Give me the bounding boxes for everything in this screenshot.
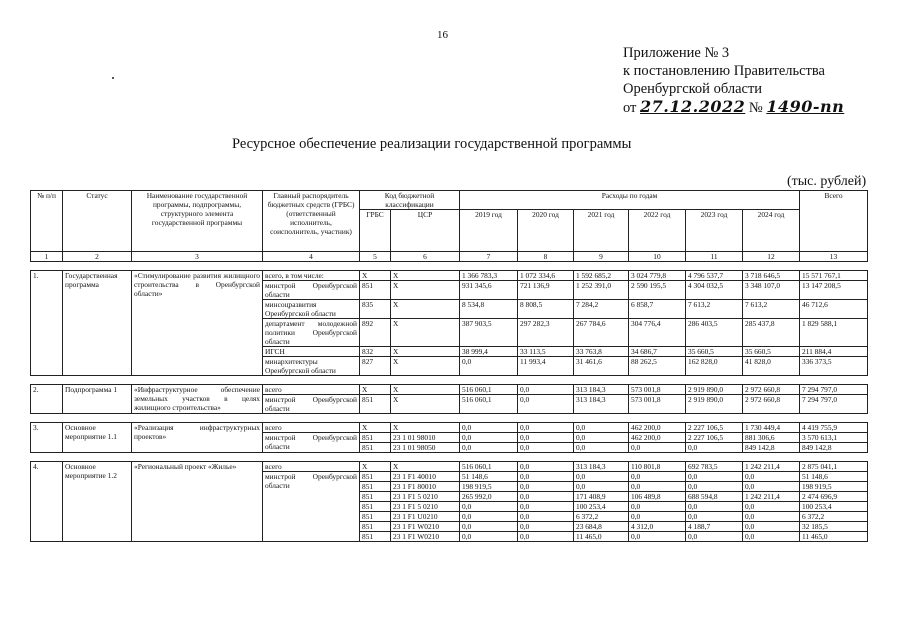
row-status: Основное мероприятие 1.2 — [63, 462, 132, 542]
row-total: 4 419 755,9 — [800, 423, 868, 433]
row-year-value: 849 142,8 — [743, 443, 800, 453]
row-total: 11 465,0 — [800, 532, 868, 542]
header-expenses: Расходы по годам — [460, 191, 800, 210]
table-row — [31, 462, 868, 472]
row-year-value: 0,0 — [518, 395, 574, 414]
row-year-value: 88 262,5 — [629, 357, 686, 376]
row-number: 1. — [31, 271, 63, 376]
section-gap — [31, 414, 868, 423]
row-total: 1 829 588,1 — [800, 319, 868, 347]
row-csr: X — [391, 347, 460, 357]
row-year-value: 0,0 — [460, 357, 518, 376]
col-number: 11 — [686, 252, 743, 262]
row-status: Основное мероприятие 1.1 — [63, 423, 132, 453]
col-number: 5 — [360, 252, 391, 262]
header-year: 2019 год — [460, 210, 518, 252]
row-grbs: 832 — [360, 347, 391, 357]
row-responsible: минсоцразвития Оренбургской области — [263, 300, 360, 319]
row-year-value: 0,0 — [518, 532, 574, 542]
row-csr: X — [391, 395, 460, 414]
row-year-value: 4 312,0 — [629, 522, 686, 532]
row-year-value: 3 348 107,0 — [743, 281, 800, 300]
row-year-value: 11 465,0 — [574, 532, 629, 542]
row-csr: X — [391, 357, 460, 376]
row-year-value: 0,0 — [574, 433, 629, 443]
header-total: Всего — [800, 191, 868, 252]
row-status: Подпрограмма 1 — [63, 385, 132, 414]
header-year: 2024 год — [743, 210, 800, 252]
row-total: 7 294 797,0 — [800, 385, 868, 395]
col-number: 12 — [743, 252, 800, 262]
row-year-value: 573 001,8 — [629, 395, 686, 414]
row-csr: 23 1 F1 80010 — [391, 482, 460, 492]
row-year-value: 1 242 211,4 — [743, 492, 800, 502]
row-name: «Региональный проект «Жилье» — [132, 462, 263, 542]
row-year-value: 51 148,6 — [460, 472, 518, 482]
section-gap — [31, 262, 868, 271]
row-total: 46 712,6 — [800, 300, 868, 319]
row-csr: X — [391, 462, 460, 472]
row-csr: 23 1 F1 W0210 — [391, 532, 460, 542]
row-number: 4. — [31, 462, 63, 542]
row-year-value: 0,0 — [574, 482, 629, 492]
row-csr: 23 1 F1 5 0210 — [391, 492, 460, 502]
row-year-value: 0,0 — [518, 433, 574, 443]
row-grbs: 827 — [360, 357, 391, 376]
table-row — [31, 423, 868, 433]
row-year-value: 7 613,2 — [686, 300, 743, 319]
row-year-value: 23 684,8 — [574, 522, 629, 532]
col-number: 4 — [263, 252, 360, 262]
row-year-value: 0,0 — [518, 522, 574, 532]
header-budget-code: Код бюджетной классификации — [360, 191, 460, 210]
row-year-value: 0,0 — [460, 502, 518, 512]
row-grbs: 851 — [360, 443, 391, 453]
row-grbs: 851 — [360, 512, 391, 522]
row-year-value: 2 972 660,8 — [743, 385, 800, 395]
row-year-value: 0,0 — [518, 385, 574, 395]
col-number: 7 — [460, 252, 518, 262]
row-year-value: 1 072 334,6 — [518, 271, 574, 281]
row-year-value: 0,0 — [460, 522, 518, 532]
row-name: «Инфраструктурное обеспечение земельных участков в целях жилищного строительства» — [132, 385, 263, 414]
row-year-value: 0,0 — [743, 482, 800, 492]
section-gap — [31, 453, 868, 462]
row-year-value: 3 024 779,8 — [629, 271, 686, 281]
row-total: 6 372,2 — [800, 512, 868, 522]
row-csr: X — [391, 300, 460, 319]
row-year-value: 0,0 — [686, 482, 743, 492]
row-year-value: 0,0 — [686, 443, 743, 453]
handwritten-date: 27.12.2022 — [640, 97, 746, 116]
table-row — [31, 385, 868, 395]
row-year-value: 0,0 — [743, 522, 800, 532]
section-gap-cell — [31, 262, 868, 271]
document-title: Ресурсное обеспечение реализации государственной программы — [232, 136, 632, 152]
table-row — [31, 271, 868, 281]
row-year-value: 313 184,3 — [574, 385, 629, 395]
row-year-value: 931 345,6 — [460, 281, 518, 300]
row-year-value: 313 184,3 — [574, 462, 629, 472]
row-total: 100 253,4 — [800, 502, 868, 512]
row-year-value: 0,0 — [629, 502, 686, 512]
row-year-value: 0,0 — [518, 462, 574, 472]
row-year-value: 2 227 106,5 — [686, 433, 743, 443]
row-year-value: 0,0 — [686, 502, 743, 512]
row-responsible: всего — [263, 423, 360, 433]
row-total: 13 147 208,5 — [800, 281, 868, 300]
row-year-value: 0,0 — [518, 482, 574, 492]
row-year-value: 0,0 — [518, 502, 574, 512]
date-prefix: от — [623, 100, 637, 116]
number-prefix: № — [748, 100, 763, 116]
header-year: 2022 год — [629, 210, 686, 252]
row-year-value: 162 828,0 — [686, 357, 743, 376]
row-year-value: 31 461,6 — [574, 357, 629, 376]
row-grbs: X — [360, 385, 391, 395]
row-responsible: минстрой Оренбургской области — [263, 472, 360, 542]
row-total: 7 294 797,0 — [800, 395, 868, 414]
row-csr: 23 1 F1 W0210 — [391, 522, 460, 532]
row-name: «Стимулирование развития жилищного строительства в Оренбургской области» — [132, 271, 263, 376]
row-year-value: 688 594,8 — [686, 492, 743, 502]
row-year-value: 6 858,7 — [629, 300, 686, 319]
row-csr: 23 1 F1 U0210 — [391, 512, 460, 522]
row-grbs: X — [360, 271, 391, 281]
row-year-value: 106 489,8 — [629, 492, 686, 502]
row-year-value: 0,0 — [574, 423, 629, 433]
row-year-value: 0,0 — [629, 532, 686, 542]
row-year-value: 573 001,8 — [629, 385, 686, 395]
row-total: 2 474 696,9 — [800, 492, 868, 502]
header-year: 2021 год — [574, 210, 629, 252]
row-year-value: 4 304 032,5 — [686, 281, 743, 300]
row-year-value: 0,0 — [629, 482, 686, 492]
row-csr: X — [391, 385, 460, 395]
row-year-value: 881 306,6 — [743, 433, 800, 443]
row-year-value: 8 808,5 — [518, 300, 574, 319]
row-csr: 23 1 01 98050 — [391, 443, 460, 453]
row-year-value: 286 403,5 — [686, 319, 743, 347]
row-year-value: 1 730 449,4 — [743, 423, 800, 433]
row-year-value: 0,0 — [518, 512, 574, 522]
row-responsible: ИГСН — [263, 347, 360, 357]
header-row-1 — [31, 191, 868, 210]
header-grbs: ГРБС — [360, 210, 391, 252]
header-num: № п/п — [31, 191, 63, 252]
row-total: 51 148,6 — [800, 472, 868, 482]
row-responsible: минстрой Оренбургской области — [263, 395, 360, 414]
row-year-value: 0,0 — [518, 423, 574, 433]
row-total: 15 571 767,1 — [800, 271, 868, 281]
col-number: 10 — [629, 252, 686, 262]
row-grbs: 851 — [360, 532, 391, 542]
row-year-value: 0,0 — [686, 532, 743, 542]
row-year-value: 0,0 — [743, 532, 800, 542]
row-year-value: 4 796 537,7 — [686, 271, 743, 281]
row-grbs: 851 — [360, 433, 391, 443]
header-year: 2020 год — [518, 210, 574, 252]
appendix-line2: к постановлению Правительства — [623, 63, 825, 79]
row-year-value: 516 060,1 — [460, 385, 518, 395]
row-csr: X — [391, 281, 460, 300]
row-grbs: 851 — [360, 395, 391, 414]
row-responsible: департамент молодежной политики Оренбургской области — [263, 319, 360, 347]
row-year-value: 7 284,2 — [574, 300, 629, 319]
row-year-value: 462 200,0 — [629, 423, 686, 433]
page-number: 16 — [437, 29, 448, 41]
row-csr: X — [391, 319, 460, 347]
row-year-value: 35 660,5 — [743, 347, 800, 357]
row-grbs: 892 — [360, 319, 391, 347]
row-year-value: 2 590 195,5 — [629, 281, 686, 300]
appendix-line3: Оренбургской области — [623, 81, 763, 97]
header-csr: ЦСР — [391, 210, 460, 252]
col-number: 2 — [63, 252, 132, 262]
row-status: Государственная программа — [63, 271, 132, 376]
row-grbs: 851 — [360, 492, 391, 502]
row-year-value: 267 784,6 — [574, 319, 629, 347]
row-responsible: минстрой Оренбургской области — [263, 281, 360, 300]
row-grbs: 851 — [360, 522, 391, 532]
row-year-value: 1 592 685,2 — [574, 271, 629, 281]
row-grbs: 851 — [360, 502, 391, 512]
row-grbs: 835 — [360, 300, 391, 319]
row-year-value: 0,0 — [686, 512, 743, 522]
row-year-value: 0,0 — [743, 512, 800, 522]
row-year-value: 2 972 660,8 — [743, 395, 800, 414]
row-grbs: 851 — [360, 472, 391, 482]
row-year-value: 11 993,4 — [518, 357, 574, 376]
row-responsible: минархитектуры Оренбургской области — [263, 357, 360, 376]
row-csr: X — [391, 271, 460, 281]
row-year-value: 0,0 — [629, 443, 686, 453]
row-year-value: 33 763,8 — [574, 347, 629, 357]
row-total: 211 884,4 — [800, 347, 868, 357]
header-name: Наименование государственной программы, подпрограммы, структурного элемента государственной программы — [132, 191, 263, 252]
row-year-value: 0,0 — [574, 472, 629, 482]
row-year-value: 0,0 — [686, 472, 743, 482]
col-number: 3 — [132, 252, 263, 262]
scan-speck — [112, 77, 114, 79]
row-year-value: 0,0 — [460, 443, 518, 453]
row-year-value: 0,0 — [574, 443, 629, 453]
row-year-value: 3 718 646,5 — [743, 271, 800, 281]
row-csr: 23 1 F1 5 0210 — [391, 502, 460, 512]
row-year-value: 2 919 890,0 — [686, 395, 743, 414]
section-gap-cell — [31, 376, 868, 385]
row-year-value: 0,0 — [518, 443, 574, 453]
row-year-value: 1 252 391,0 — [574, 281, 629, 300]
row-number: 2. — [31, 385, 63, 414]
header-year: 2023 год — [686, 210, 743, 252]
row-year-value: 2 919 890,0 — [686, 385, 743, 395]
row-year-value: 0,0 — [743, 502, 800, 512]
units-label: (тыс. рублей) — [787, 174, 867, 189]
row-year-value: 33 113,5 — [518, 347, 574, 357]
col-number: 1 — [31, 252, 63, 262]
row-grbs: 851 — [360, 482, 391, 492]
appendix-line1: Приложение № 3 — [623, 45, 730, 61]
row-year-value: 285 437,8 — [743, 319, 800, 347]
section-gap-cell — [31, 414, 868, 423]
row-year-value: 34 686,7 — [629, 347, 686, 357]
row-total: 2 875 041,1 — [800, 462, 868, 472]
row-year-value: 462 200,0 — [629, 433, 686, 443]
row-year-value: 0,0 — [629, 472, 686, 482]
row-year-value: 35 660,5 — [686, 347, 743, 357]
row-year-value: 1 242 211,4 — [743, 462, 800, 472]
row-year-value: 692 783,5 — [686, 462, 743, 472]
row-year-value: 0,0 — [518, 492, 574, 502]
row-year-value: 0,0 — [460, 512, 518, 522]
row-year-value: 1 366 783,3 — [460, 271, 518, 281]
row-year-value: 304 776,4 — [629, 319, 686, 347]
row-csr: X — [391, 423, 460, 433]
col-number: 8 — [518, 252, 574, 262]
row-year-value: 387 903,5 — [460, 319, 518, 347]
row-total: 3 570 613,1 — [800, 433, 868, 443]
appendix-date-line — [623, 98, 844, 117]
row-total: 198 919,5 — [800, 482, 868, 492]
row-year-value: 38 999,4 — [460, 347, 518, 357]
row-year-value: 0,0 — [460, 433, 518, 443]
row-year-value: 2 227 106,5 — [686, 423, 743, 433]
row-grbs: X — [360, 423, 391, 433]
row-year-value: 0,0 — [460, 423, 518, 433]
handwritten-number: 1490-пп — [766, 97, 845, 116]
row-year-value: 110 801,8 — [629, 462, 686, 472]
row-year-value: 721 136,9 — [518, 281, 574, 300]
row-year-value: 8 534,8 — [460, 300, 518, 319]
row-grbs: X — [360, 462, 391, 472]
section-gap-cell — [31, 453, 868, 462]
row-name: «Реализация инфраструктурных проектов» — [132, 423, 263, 453]
row-year-value: 6 372,2 — [574, 512, 629, 522]
row-responsible: всего — [263, 385, 360, 395]
row-csr: 23 1 01 98010 — [391, 433, 460, 443]
row-year-value: 265 992,0 — [460, 492, 518, 502]
row-responsible: всего — [263, 462, 360, 472]
row-year-value: 41 828,0 — [743, 357, 800, 376]
appendix-block — [623, 44, 844, 117]
row-responsible: всего, в том числе: — [263, 271, 360, 281]
row-year-value: 100 253,4 — [574, 502, 629, 512]
row-year-value: 313 184,3 — [574, 395, 629, 414]
resource-table — [30, 190, 868, 542]
row-year-value: 0,0 — [743, 472, 800, 482]
column-number-row — [31, 252, 868, 262]
row-year-value: 4 188,7 — [686, 522, 743, 532]
col-number: 6 — [391, 252, 460, 262]
row-number: 3. — [31, 423, 63, 453]
col-number: 9 — [574, 252, 629, 262]
row-year-value: 0,0 — [460, 532, 518, 542]
row-grbs: 851 — [360, 281, 391, 300]
row-year-value: 0,0 — [518, 472, 574, 482]
header-status: Статус — [63, 191, 132, 252]
row-year-value: 516 060,1 — [460, 395, 518, 414]
section-gap — [31, 376, 868, 385]
row-year-value: 7 613,2 — [743, 300, 800, 319]
row-year-value: 516 060,1 — [460, 462, 518, 472]
row-total: 336 373,5 — [800, 357, 868, 376]
row-year-value: 297 282,3 — [518, 319, 574, 347]
row-year-value: 198 919,5 — [460, 482, 518, 492]
row-responsible: минстрой Оренбургской области — [263, 433, 360, 453]
row-total: 32 185,5 — [800, 522, 868, 532]
header-grbs-main: Главный распорядитель бюджетных средств (ГРБС) (ответственный исполнитель, соисполнитель, участник) — [263, 191, 360, 252]
row-year-value: 0,0 — [629, 512, 686, 522]
row-csr: 23 1 F1 40010 — [391, 472, 460, 482]
col-number: 13 — [800, 252, 868, 262]
row-year-value: 171 408,9 — [574, 492, 629, 502]
row-total: 849 142,8 — [800, 443, 868, 453]
